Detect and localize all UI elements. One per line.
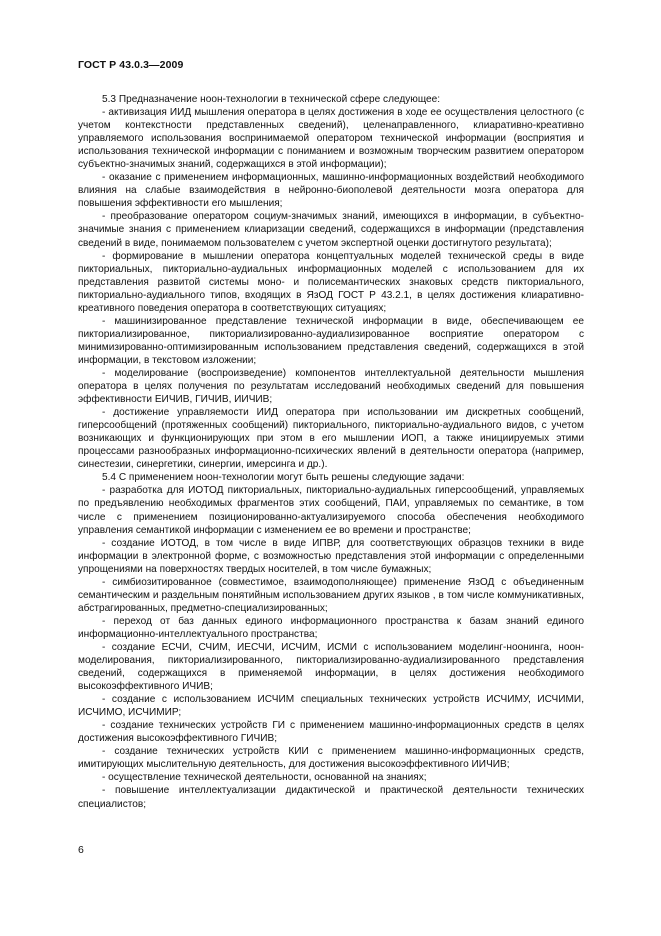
paragraph-item: - формирование в мышлении оператора концептуальных моделей технической среды в виде пикториальных, пикториально-аудиальных информационных моделей с использованием для их представления развитой системы моно- и полисемантических знаковых средств пикториального, пикториально-аудиального типов, входящих в ЯзОД ГОСТ Р 43.2.1, в целях достижения клиаративно-креативного поведения оператора в соответствующих ситуациях; [78, 250, 584, 314]
paragraph-item: - машинизированное представление технической информации в виде, обеспечивающем ее пикториализированное, пикториализированно-аудиализированное восприятие оператором с минимизированно-оптимизированным использованием представления сведений, содержащихся в этой информации, в текстовом изложении; [78, 315, 584, 366]
paragraph-item: - достижение управляемости ИИД оператора при использовании им дискретных сообщений, гиперсообщений (протяженных сообщений) пикториального, пикториально-аудиального видов, с учетом возникающих и функционирующих при этом в его мышлении ИОП, а также инициируемых этими процессами разнообразных информационно-психических явлений в деятельности оператора (например, синестезии, синергетики, синергии, имерсинга и др.). [78, 407, 584, 471]
paragraph-item: - создание ЕСЧИ, СЧИМ, ИЕСЧИ, ИСЧИМ, ИСМИ с использованием моделинг-ноонинга, ноон-моделирования, пикториализированного, пикториализированно-аудиализированного представления сведений, содержащихся в применяемой информации, в целях достижения необходимого высокоэффективного ИЧИВ; [78, 641, 584, 693]
paragraph-item: - оказание с применением информационных, машинно-информационных воздействий необходимого влияния на слабые взаимодействия в нейронно-биополевой деятельности мозга оператора для повышения эффективности его мышления; [78, 172, 584, 210]
page-number: 6 [78, 844, 84, 856]
paragraph-item: - переход от баз данных единого информационного пространства к базам знаний единого информационно-интеллектуального пространства; [78, 615, 584, 640]
paragraph-item: - создание с использованием ИСЧИМ специальных технических устройств ИСЧИМУ, ИСЧИМИ, ИСЧИМО, ИСЧИМИР; [78, 694, 584, 719]
paragraph-item: - создание ИОТОД, в том числе в виде ИПВР, для соответствующих образцов техники в виде информации в электронной форме, с возможностью представления этой информации с определенными упрощениями на поверхностях твердых носителей, в том числе бумажных; [78, 537, 584, 575]
paragraph-item: - осуществление технической деятельности, основанной на знаниях; [102, 772, 427, 784]
document-body [78, 93, 584, 811]
paragraph-item: - симбиозитированное (совместимое, взаимодополняющее) применение ЯзОД с объединенным семантическим и раздельным понятийным использованием других языков , в том числе коммуникативных, абстрагированных, предметно-специализированных; [78, 576, 584, 614]
paragraph-item: - моделирование (воспроизведение) компонентов интеллектуальной деятельности мышления оператора в целях получения по результатам исследований необходимых сведений для повышения эффективности ЕИЧИВ, ГИЧИВ, ИИЧИВ; [78, 367, 584, 406]
document-header: ГОСТ Р 43.0.3—2009 [78, 59, 184, 71]
paragraph-item: - преобразование оператором социум-значимых знаний, имеющихся в информации, в субъектно-значимые знания с применением клиаризации сведений, содержащихся в информации (представления сведений в виде, понимаемом пользователем с учетом экспертной оценки достигнутого результата); [78, 211, 584, 249]
paragraph-item: - повышение интеллектуализации дидактической и практической деятельности технических специалистов; [78, 785, 584, 810]
paragraph-item: - активизация ИИД мышления оператора в целях достижения в ходе ее осуществления целостного (с учетом контекстности представленных сведений), целенаправленного, клиаративно-креативно управляемого использования воспринимаемой оператором технической информации (восприятия и использования технической информации с пониманием и возможным творческим развитием оператором субъектно-значимых знаний, содержащихся в этой информации); [78, 107, 584, 171]
paragraph-5-3-heading: 5.3 Предназначение ноон-технологии в технической сфере следующее: [102, 94, 441, 105]
paragraph-item: - создание технических устройств ГИ с применением машинно-информационных средств в целях достижения высокоэффективного ГИЧИВ; [78, 720, 584, 745]
paragraph-item: - создание технических устройств КИИ с применением машинно-информационных средств, имитирующих мыслительную деятельность, для достижения высокоэффективного ИИЧИВ; [78, 746, 584, 771]
paragraph-5-4-heading: 5.4 С применением ноон-технологии могут быть решены следующие задачи: [102, 472, 465, 484]
paragraph-item: - разработка для ИОТОД пикториальных, пикториально-аудиальных гиперсообщений, управляемых по предъявлению необходимых фрагментов этих сообщений, ПАИ, управляемых по семантике, в том числе с применением позиционированно-актуализируемого способа обеспечения необходимого управления семантикой информации с изменением ее во времени и пространстве; [78, 485, 584, 536]
